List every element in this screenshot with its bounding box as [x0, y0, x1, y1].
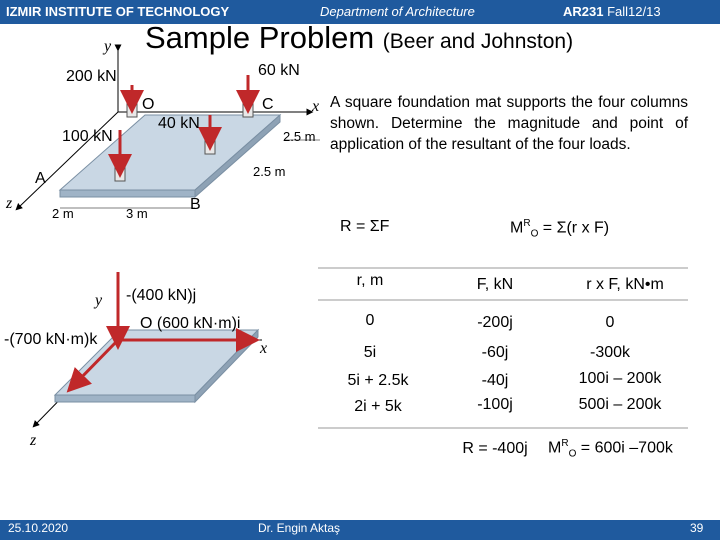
top-axis-x-label: x [312, 98, 320, 115]
moment-eq-rest: = Σ(r x F) [538, 219, 610, 237]
resultant-equation: R = ΣF [340, 218, 390, 235]
table-total-R: R = -400j [462, 440, 528, 457]
table-r-2: 5i [363, 344, 377, 361]
table-rxF-4: 500i – 200k [578, 396, 662, 413]
point-C: C [262, 96, 274, 113]
total-M-sub: O [568, 448, 577, 460]
column-c2 [205, 140, 215, 154]
table-F-4: -100j [477, 396, 513, 413]
title-sub: (Beer and Johnston) [382, 30, 574, 53]
table-rxF-1: 0 [605, 314, 615, 331]
load-60: 60 kN [258, 62, 300, 79]
dim-2-5-front: 2.5 m [253, 164, 286, 179]
moment-equation [510, 218, 609, 240]
top-axis-y-label: y [104, 38, 112, 55]
table-F-1: -200j [477, 314, 513, 331]
total-M-sup: R [561, 438, 569, 449]
top-mat-front [60, 190, 195, 197]
table-r-4: 2i + 5k [354, 398, 402, 415]
bottom-axis-z-label: z [30, 432, 37, 449]
dim-2-5-right: 2.5 m [283, 129, 316, 144]
resultant-force-label: -(400 kN)j [126, 287, 197, 304]
moment-k-label: -(700 kN·m)k [4, 331, 98, 348]
bottom-mat-front [55, 395, 195, 402]
point-B: B [190, 196, 201, 213]
column-O [127, 103, 137, 117]
footer-author: Dr. Engin Aktaş [258, 521, 341, 535]
load-200: 200 kN [66, 68, 117, 85]
bottom-axis-y-label: y [95, 292, 103, 309]
column-C [243, 103, 253, 117]
course-term: Fall12/13 [607, 4, 661, 19]
point-A: A [35, 170, 46, 187]
table-header-F: F, kN [476, 276, 514, 293]
table-total-M [548, 438, 698, 460]
table-F-2: -60j [481, 344, 509, 361]
table-header-rxF: r x F, kN•m [586, 276, 664, 293]
page-number: 39 [690, 521, 704, 535]
problem-statement: A square foundation mat supports the four columns shown. Determine the magnitude and point of application of the resultant of the four loads. [330, 94, 688, 153]
total-M-rest: = 600i –700k [576, 439, 673, 457]
moment-i-value: (600 kN·m)i [156, 315, 241, 332]
moment-i-label [140, 315, 240, 333]
moment-eq-sub: O [530, 228, 539, 240]
point-O: O [142, 96, 155, 113]
table-r-1: 0 [365, 312, 375, 329]
table-rxF-3: 100i – 200k [578, 370, 662, 387]
moment-eq-sup: R [523, 218, 531, 229]
department-name: Department of Architecture [320, 4, 475, 19]
footer-bar [0, 520, 720, 540]
dim-2m: 2 m [52, 206, 74, 221]
load-100: 100 kN [62, 128, 113, 145]
table-F-3: -40j [481, 372, 509, 389]
dim-3m: 3 m [126, 206, 148, 221]
column-A [115, 167, 125, 181]
table-header-r: r, m [356, 272, 384, 289]
bottom-axis-x-label: x [260, 340, 268, 357]
table-r-3: 5i + 2.5k [347, 372, 409, 389]
total-M-symbol: M [548, 439, 562, 457]
footer-date: 25.10.2020 [8, 521, 69, 535]
table-rxF-2: -300k [589, 344, 631, 361]
institute-name: IZMIR INSTITUTE OF TECHNOLOGY [6, 4, 230, 19]
load-40: 40 kN [158, 115, 200, 132]
moment-i-origin: O [140, 315, 153, 332]
moment-eq-symbol: M [510, 219, 524, 237]
course-id: AR231 [563, 4, 604, 19]
top-axis-z-label: z [6, 195, 13, 212]
title-main: Sample Problem [145, 20, 375, 55]
